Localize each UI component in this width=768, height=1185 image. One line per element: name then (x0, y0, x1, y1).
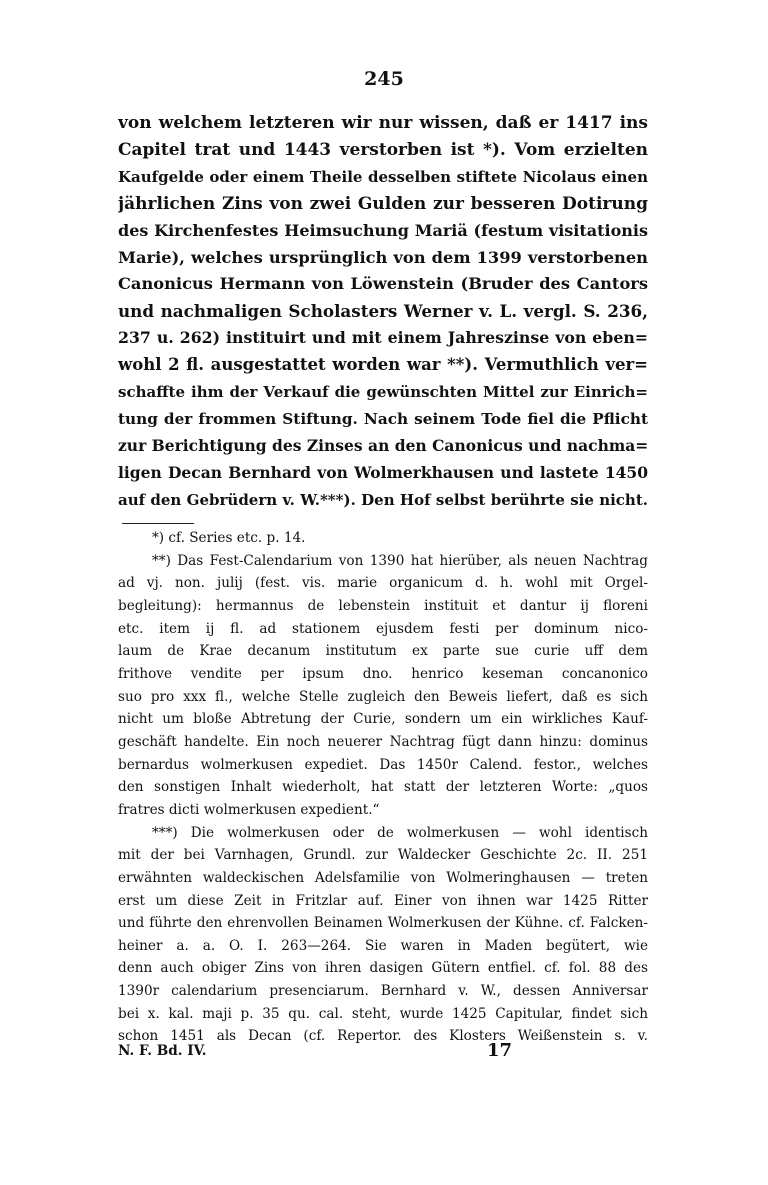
main-text (118, 110, 648, 514)
text-line: 237 u. 262) instituirt und mit einem Jahreszinse von eben= (118, 328, 648, 348)
footnote-line: bernardus wolmerkusen expediet. Das 1450r Calend. festor., welches (118, 756, 648, 773)
footnote-line: erst um diese Zeit in Fritzlar auf. Einer von ihnen war 1425 Ritter (118, 892, 648, 909)
text-line: Capitel trat und 1443 verstorben ist *). Vom erzielten (118, 139, 648, 160)
footnote-line: heiner a. a. O. I. 263—264. Sie waren in Maden begütert, wie (118, 937, 648, 954)
text-line: ligen Decan Bernhard von Wolmerkhausen und lastete 1450 (118, 462, 648, 482)
footnote-line: suo pro xxx fl., welche Stelle zugleich den Beweis liefert, daß es sich (118, 688, 648, 705)
footnote-line: schon 1451 als Decan (cf. Repertor. des Klosters Weißenstein s. v. (118, 1028, 648, 1045)
footnote-line: begleitung): hermannus de lebenstein instituit et dantur ij floreni (118, 597, 648, 614)
signature-mark: N. F. Bd. IV. (118, 1043, 207, 1059)
sheet-number: 17 (487, 1040, 513, 1061)
footnote-line: geschäft handelte. Ein noch neuerer Nachtrag fügt dann hinzu: dominus (118, 733, 648, 750)
text-line: jährlichen Zins von zwei Gulden zur besseren Dotirung (118, 193, 648, 214)
footnotes (118, 527, 648, 1048)
footnote-separator (122, 523, 194, 524)
footnote-line: bei x. kal. maji p. 35 qu. cal. steht, wurde 1425 Capitular, findet sich (118, 1005, 648, 1022)
footnote-line: fratres dicti wolmerkusen expedient.“ (118, 801, 380, 818)
text-line: des Kirchenfestes Heimsuchung Mariä (festum visitationis (118, 220, 648, 240)
footnote-line: mit der bei Varnhagen, Grundl. zur Waldecker Geschichte 2c. II. 251 (118, 847, 648, 864)
footnote-line: ***) Die wolmerkusen oder de wolmerkusen — wohl identisch (152, 824, 648, 841)
footnote-line: laum de Krae decanum institutum ex parte sue curie uff dem (118, 643, 648, 660)
text-line: von welchem letzteren wir nur wissen, daß er 1417 ins (118, 113, 648, 133)
footnote-line: den sonstigen Inhalt wiederholt, hat statt der letzteren Worte: „quos (118, 779, 648, 796)
footnote-line: nicht um bloße Abtretung der Curie, sondern um ein wirkliches Kauf- (118, 711, 648, 728)
text-line: zur Berichtigung des Zinses an den Canonicus und nachma= (118, 435, 648, 455)
text-line: Canonicus Hermann von Löwenstein (Bruder des Cantors (118, 274, 648, 294)
footnote-line: **) Das Fest-Calendarium von 1390 hat hierüber, als neuen Nachtrag (152, 552, 648, 569)
text-line: auf den Gebrüdern v. W.***). Den Hof selbst berührte sie nicht. (118, 490, 648, 509)
footnote-line: *) cf. Series etc. p. 14. (152, 530, 306, 546)
text-line: schaffte ihm der Verkauf die gewünschten Mittel zur Einrich= (118, 383, 648, 402)
footnote-line: frithove vendite per ipsum dno. henrico keseman concanonico (118, 665, 648, 682)
footnote-line: denn auch obiger Zins von ihren dasigen Gütern entfiel. cf. fol. 88 des (118, 960, 648, 977)
text-line: Kaufgelde oder einem Theile desselben stiftete Nicolaus einen (118, 167, 648, 186)
text-line: Marie), welches ursprünglich von dem 1399 verstorbenen (118, 247, 648, 267)
footnote-line: 1390r calendarium presenciarum. Bernhard v. W., dessen Anniversar (118, 983, 648, 1000)
text-line: tung der frommen Stiftung. Nach seinem Tode fiel die Pflicht (118, 409, 648, 428)
footnote-line: ad vj. non. julij (fest. vis. marie organicum d. h. wohl mit Orgel- (118, 575, 648, 592)
page-number: 245 (364, 68, 404, 90)
footnote-line: und führte den ehrenvollen Beinamen Wolmerkusen der Kühne. cf. Falcken- (118, 915, 648, 932)
footnote-line: etc. item ij fl. ad stationem ejusdem festi per dominum nico- (118, 620, 648, 637)
text-line: und nachmaligen Scholasters Werner v. L. vergl. S. 236, (118, 301, 648, 322)
footnote-line: erwähnten waldeckischen Adelsfamilie von Wolmeringhausen — treten (118, 869, 648, 886)
text-line: wohl 2 fl. ausgestattet worden war **). Vermuthlich ver= (118, 355, 648, 375)
